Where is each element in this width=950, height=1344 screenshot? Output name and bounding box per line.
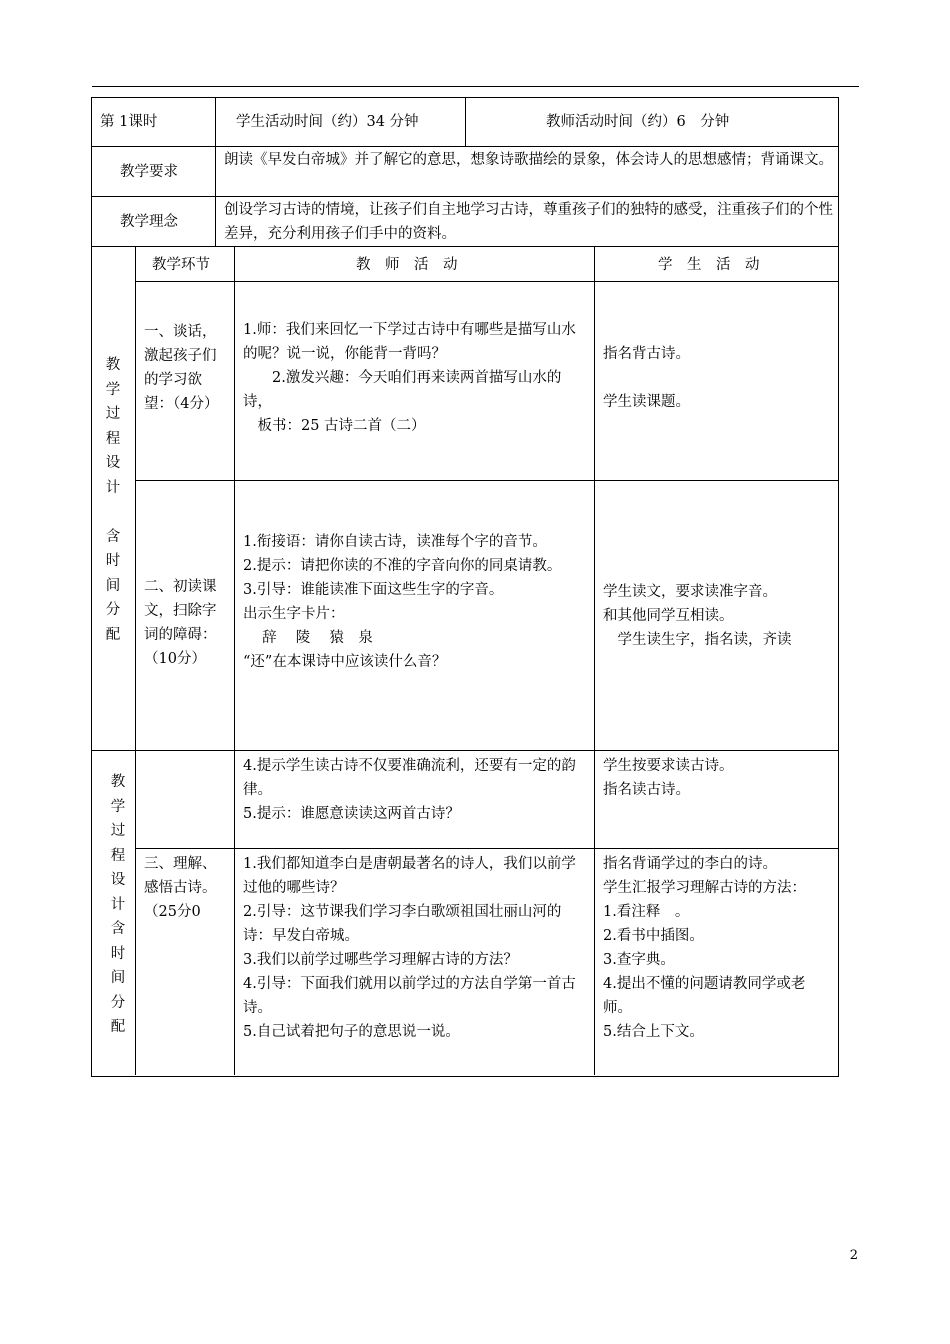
header-rule — [92, 86, 859, 87]
teacher-activity-2: 1.衔接语：请你自读古诗，读准每个字的音节。 2.提示：请把你读的不准的字音向你的同桌请教。 3.引导：谁能读准下面这些生字的字音。 出示生字卡片： 辞 陵 猿 泉 “还”在本课诗中应该读什么音？ — [243, 534, 562, 670]
stage-1: 一、谈话，激起孩子们的学习欲望：（4分） — [144, 324, 219, 412]
row-divider — [135, 848, 838, 849]
philosophy-text: 创设学习古诗的情境，让孩子们自主地学习古诗，尊重孩子们的独特的感受，注重孩子们的个性差异，充分利用孩子们手中的资料。 — [224, 202, 833, 242]
row-divider — [135, 480, 838, 481]
col-header-stage: 教学环节 — [152, 257, 210, 273]
col-header-student: 学 生 活 动 — [658, 257, 760, 273]
row-divider — [91, 146, 838, 147]
row-divider — [91, 196, 838, 197]
row-divider — [135, 281, 838, 282]
requirements-text: 朗读《早发白帝城》并了解它的意思，想象诗歌描绘的景象，体会诗人的思想感情；背诵课文。 — [224, 152, 833, 168]
student-time: 学生活动时间（约）34 分钟 — [236, 114, 419, 130]
col-divider — [215, 97, 216, 246]
student-activity-3: 学生按要求读古诗。 指名读古诗。 — [603, 758, 734, 798]
process-side-label-continued: 教 学 过 程 设 计 含 时 间 分 配 — [110, 774, 126, 1035]
student-activity-4: 指名背诵学过的李白的诗。 学生汇报学习理解古诗的方法： 1.看注释 。 2.看书中插图。 3.查字典。 4.提出不懂的问题请教同学或老师。 5.结合上下文。 — [603, 856, 806, 1040]
teacher-activity-3: 4.提示学生读古诗不仅要准确流利，还要有一定的韵律。 5.提示：谁愿意读读这两首古诗？ — [243, 758, 576, 822]
lesson-number: 第 1课时 — [100, 114, 158, 130]
teacher-time: 教师活动时间（约）6 分钟 — [546, 114, 730, 130]
teacher-activity-4: 1.我们都知道李白是唐朝最著名的诗人，我们以前学过他的哪些诗？ 2.引导：这节课我们学习李白歌颂祖国壮丽山河的诗：早发白帝城。 3.我们以前学过哪些学习理解古诗的方法？ 4.引导：下面我们就用以前学过的方法自学第一首古诗。 5.自己试着把句子的意思说一说。 — [243, 856, 576, 1040]
col-divider — [465, 97, 466, 146]
stage-2: 二、初读课文，扫除字词的障碍：（10分） — [144, 579, 217, 667]
col-divider — [234, 246, 235, 1075]
teacher-activity-1: 1.师：我们来回忆一下学过古诗中有哪些是描写山水的呢？说一说，你能背一背吗？ 2.激发兴趣：今天咱们再来读两首描写山水的诗， 板书：25 古诗二首（二） — [243, 322, 576, 434]
student-activity-2: 学生读文，要求读准字音。 和其他同学互相读。 学生读生字，指名读，齐读 — [603, 584, 792, 648]
col-header-teacher: 教 师 活 动 — [356, 257, 458, 273]
requirements-label: 教学要求 — [120, 164, 178, 180]
row-divider — [91, 750, 838, 751]
col-divider — [594, 246, 595, 1075]
philosophy-label: 教学理念 — [120, 214, 178, 230]
page-number: 2 — [849, 1248, 858, 1263]
student-activity-1: 指名背古诗。 学生读课题。 — [603, 346, 690, 410]
col-divider — [135, 246, 136, 1075]
process-side-label: 教 学 过 程 设 计 含 时 间 分 配 — [105, 357, 121, 643]
stage-3: 三、理解、感悟古诗。（25分0 — [144, 856, 217, 920]
row-divider — [91, 246, 838, 247]
